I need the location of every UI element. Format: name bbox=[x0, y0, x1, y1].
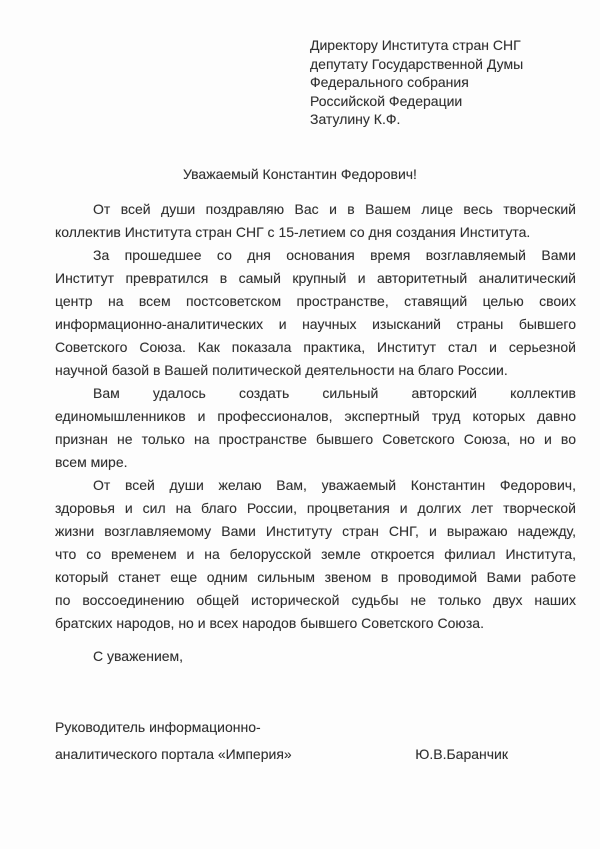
letter-body-line: жизни возглавляемому Вами Институту стран СНГ, и выражаю надежду, bbox=[55, 523, 576, 539]
letter-body-line: здоровья и сил на благо России, процветания и долгих лет творческой bbox=[55, 500, 576, 516]
signature-role-line: Руководитель информационно- bbox=[55, 719, 261, 735]
recipient-line: Директору Института стран СНГ bbox=[310, 37, 521, 53]
letter-body-line: по воссоединению общей исторической судьбы не только двух наших bbox=[55, 592, 576, 608]
letter-body bbox=[55, 198, 576, 635]
recipient-line: депутату Государственной Думы bbox=[310, 55, 524, 72]
letter-body-line: Вам удалось создать сильный авторский коллектив bbox=[93, 385, 576, 401]
signature-name: Ю.В.Баранчик bbox=[415, 746, 508, 762]
letter-body-line: От всей души поздравляю Вас и в Вашем лице весь творческий bbox=[93, 201, 576, 217]
signature-role-line: аналитического портала «Империя» bbox=[55, 746, 292, 762]
letter-body-line: который станет еще одним сильным звеном в проводимой Вами работе bbox=[55, 569, 576, 585]
recipient-address-block bbox=[310, 36, 570, 129]
recipient-line: Федерального собрания bbox=[310, 74, 469, 90]
recipient-line: Затулину К.Ф. bbox=[310, 111, 401, 127]
letter-body-line: коллектив Института стран СНГ с 15-летием со дня создания Института. bbox=[55, 224, 531, 240]
letter-body-line: информационно-аналитических и научных изысканий страны бывшего bbox=[55, 316, 576, 332]
letter-body-line: Советского Союза. Как показала практика, Институт стал и серьезной bbox=[55, 339, 576, 355]
letter-body-line: центр на всем постсоветском пространстве, ставящий целью своих bbox=[55, 293, 576, 309]
letter-body-line: братских народов, но и всех народов бывшего Советского Союза. bbox=[55, 615, 484, 631]
recipient-line: Российской Федерации bbox=[310, 92, 463, 109]
salutation: Уважаемый Константин Федорович! bbox=[183, 166, 417, 182]
letter-body-line: что со временем и на белорусской земле откроется филиал Института, bbox=[55, 546, 576, 562]
letter-body-line: всем мире. bbox=[55, 454, 128, 470]
letter-body-line: единомышленников и профессионалов, экспертный труд которых давно bbox=[55, 408, 576, 424]
signature-block bbox=[55, 714, 508, 770]
letter-body-line: научной базой в Вашей политической деятельности на благо России. bbox=[55, 362, 508, 378]
letter-body-line: признан не только на пространстве бывшего Советского Союза, но и во bbox=[55, 431, 576, 447]
letter-body-line: За прошедшее со дня основания время возглавляемый Вами bbox=[93, 247, 576, 263]
letter-body-line: Институт превратился в самый крупный и авторитетный аналитический bbox=[55, 270, 576, 286]
letter-body-line: От всей души желаю Вам, уважаемый Константин Федорович, bbox=[93, 477, 576, 493]
closing-phrase: С уважением, bbox=[93, 648, 184, 664]
